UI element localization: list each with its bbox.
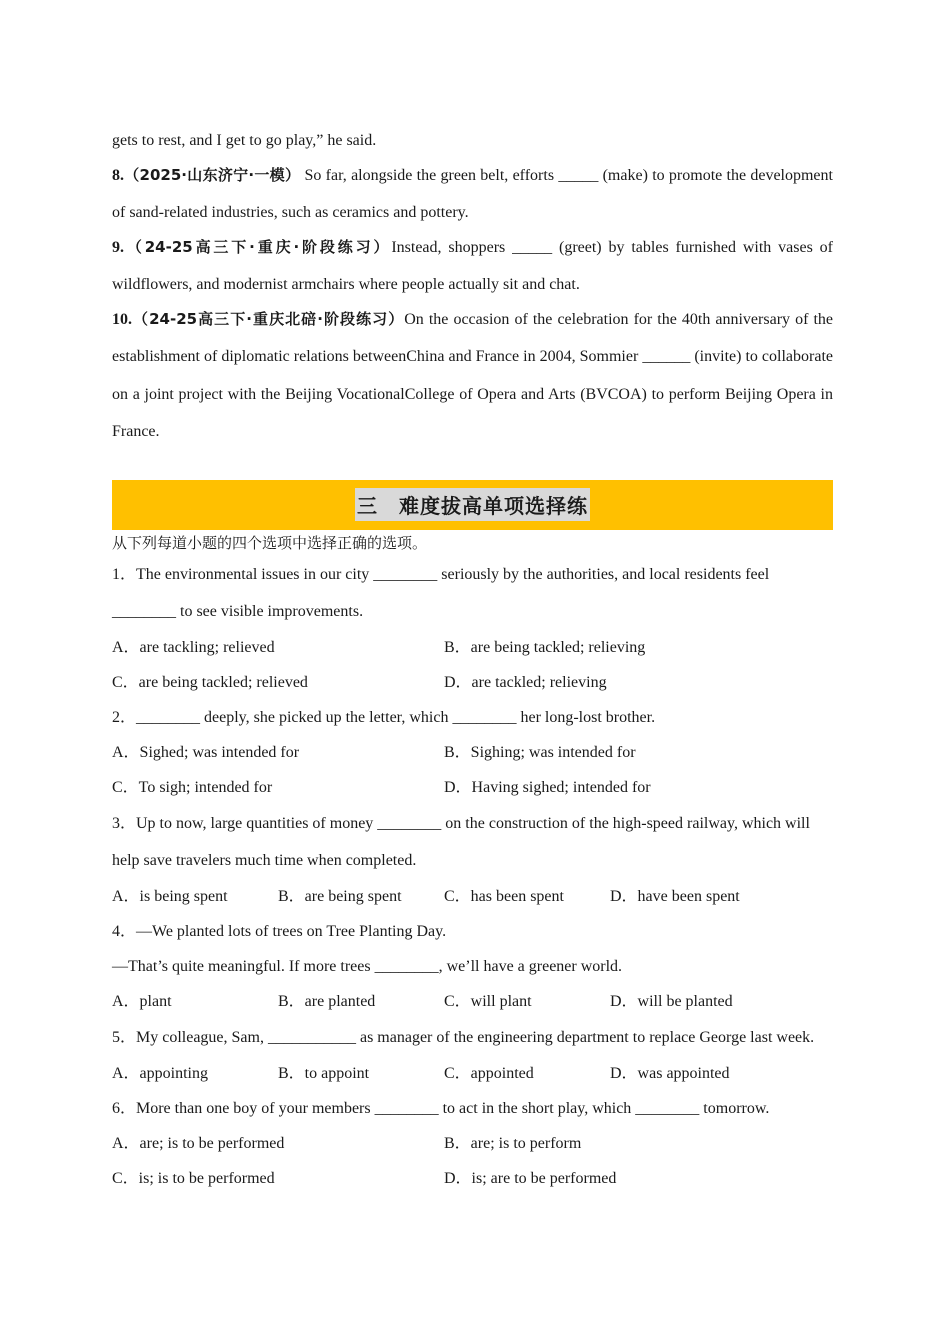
question-stem-2: 2．________ deeply, she picked up the letter, which ________ her long-lost brother.: [112, 708, 656, 726]
question-stem-3: 3．Up to now, large quantities of money ________ on the construction of the high-speed railway, which will help save travelers much time when completed.: [112, 814, 810, 869]
option-d: D．are tackled; relieving: [444, 673, 607, 691]
option-c: C．is; is to be performed: [112, 1169, 275, 1187]
options-row: [112, 1161, 833, 1196]
option-d: D．is; are to be performed: [444, 1169, 617, 1187]
option-d: D．have been spent: [610, 887, 740, 905]
option-a: A．plant: [112, 992, 172, 1010]
option-a: A．are tackling; relieved: [112, 638, 275, 656]
option-a: A．Sighed; was intended for: [112, 743, 300, 761]
option-c: C．will plant: [444, 992, 532, 1010]
option-b: B．are planted: [278, 992, 376, 1010]
option-b: B．to appoint: [278, 1064, 370, 1082]
question-stem-4-reply: —That’s quite meaningful. If more trees ________, we’ll have a greener world.: [112, 957, 623, 975]
options-row: [112, 1056, 833, 1091]
item-number: 8.: [112, 166, 124, 184]
option-b: B．are; is to perform: [444, 1134, 582, 1152]
option-b: B．are being spent: [278, 887, 402, 905]
options-row: [112, 1126, 833, 1161]
section-instruction: 从下列每道小题的四个选项中选择正确的选项。: [112, 533, 428, 552]
question-stem-6: 6．More than one boy of your members ________ to act in the short play, which ________ tomorrow.: [112, 1099, 770, 1117]
question-stem-5: 5．My colleague, Sam, ___________ as manager of the engineering department to replace George last week.: [112, 1028, 815, 1046]
item-source: （24-25高三下·重庆北碚·阶段练习）: [132, 309, 405, 328]
item-source: （24-25高三下·重庆·阶段练习）: [124, 237, 392, 256]
options-row: [112, 879, 833, 914]
options-row: [112, 630, 833, 665]
option-d: D．will be planted: [610, 992, 733, 1010]
answer-blank: _____: [558, 166, 599, 184]
option-c: C．are being tackled; relieved: [112, 673, 308, 691]
option-a: A．is being spent: [112, 887, 228, 905]
option-c: C．has been spent: [444, 887, 564, 905]
item-text: So far, alongside the green belt, efforts: [300, 166, 559, 184]
option-b: B．are being tackled; relieving: [444, 638, 646, 656]
item-source: （2025·山东济宁·一模）: [124, 165, 301, 184]
option-d: D．Having sighed; intended for: [444, 778, 651, 796]
item-text: Instead, shoppers: [391, 238, 513, 256]
fill-item-9: [112, 229, 833, 304]
options-row: [112, 735, 833, 770]
continued-text: gets to rest, and I get to go play,” he said.: [112, 132, 377, 149]
options-row: [112, 984, 833, 1019]
section-title: 三 难度拔高单项选择练: [355, 488, 590, 521]
section-banner: [112, 480, 833, 530]
item-text: On the occasion of the celebration for the 40th anniversary of the establishment of diplomatic relations betweenChina and France in 2004, Sommier: [112, 310, 833, 365]
item-text: (invite) to collaborate on a joint project with the Beijing VocationalCollege of Opera and Arts (BVCOA) to perform Beijing Opera in France.: [112, 348, 834, 440]
answer-blank: _____: [512, 238, 553, 256]
answer-blank: ______: [642, 348, 691, 365]
option-a: A．are; is to be performed: [112, 1134, 285, 1152]
document-page: [112, 122, 833, 1196]
options-row: [112, 665, 833, 700]
options-row: [112, 770, 833, 805]
option-c: C．To sigh; intended for: [112, 778, 273, 796]
option-a: A．appointing: [112, 1064, 208, 1082]
question-stem-4: 4．—We planted lots of trees on Tree Planting Day.: [112, 922, 447, 940]
item-text: (greet) by tables furnished with vases of wildflowers, and modernist armchairs where people actually sit and chat.: [112, 238, 833, 293]
option-d: D．was appointed: [610, 1064, 730, 1082]
fill-item-8: [112, 157, 833, 232]
fill-item-10: [112, 301, 833, 451]
question-stem-1: 1．The environmental issues in our city ________ seriously by the authorities, and local residents feel ________ to see visible improvements.: [112, 565, 770, 620]
option-b: B．Sighing; was intended for: [444, 743, 636, 761]
item-number: 9.: [112, 238, 124, 256]
item-number: 10.: [112, 310, 132, 328]
item-text: (make) to promote the development of sand-related industries, such as ceramics and pottery.: [112, 166, 833, 221]
option-c: C．appointed: [444, 1064, 534, 1082]
